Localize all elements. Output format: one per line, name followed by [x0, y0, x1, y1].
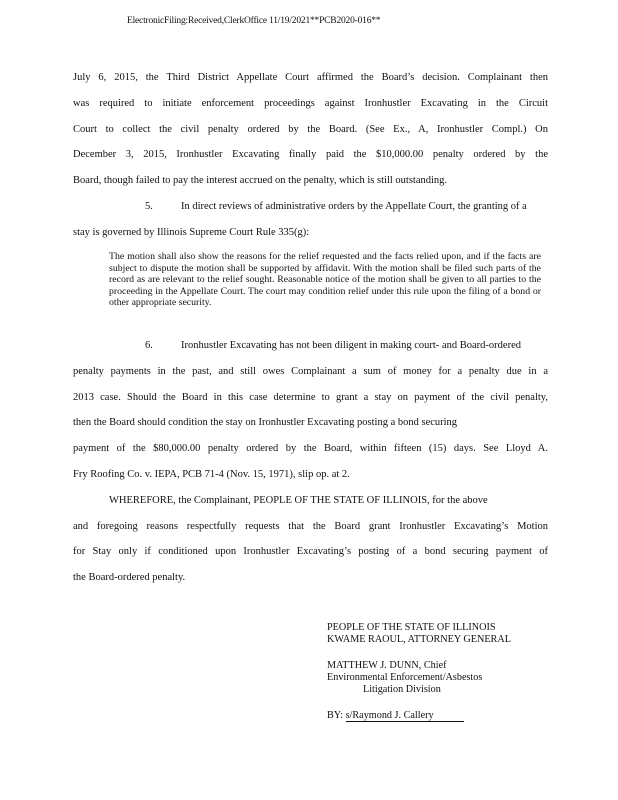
efiling-stamp: ElectronicFiling:Received,ClerkOffice 11/19/2021**PCB2020-016**: [127, 16, 381, 26]
signature-division-line-1: Environmental Enforcement/Asbestos: [327, 672, 483, 683]
para1-line-4: December 3, 2015, Ironhustler Excavating finally paid the $10,000.00 penalty ordered by the: [73, 149, 548, 161]
para6-number: 6.: [145, 340, 153, 351]
signature-block-party: [327, 622, 511, 646]
para6-line-2: penalty payments in the past, and still owes Complainant a sum of money for a penalty due in a: [73, 365, 548, 377]
para6-text: Ironhustler Excavating has not been diligent in making court- and Board-ordered: [181, 340, 521, 351]
wherefore-line-4: the Board-ordered penalty.: [73, 572, 186, 584]
para5-text: In direct reviews of administrative orders by the Appellate Court, the granting of a: [181, 200, 527, 212]
signature-chief: MATTHEW J. DUNN, Chief: [327, 660, 447, 671]
rule-quote-block: The motion shall also show the reasons for the relief requested and the facts relied upon, and if the facts are subject to dispute the motion shall be supported by affidavit. With the motion shall be filed such parts of the record as are relevant to the relief sought. Reasonable notice of the motion shall be given to all parties to the proceeding in the Appellate Court. The court may condition relief under this rule upon the filing of a bond or other appropriate security.: [109, 251, 541, 309]
para1-line-5: Board, though failed to pay the interest accrued on the penalty, which is still outstanding.: [73, 175, 448, 187]
signature-party: PEOPLE OF THE STATE OF ILLINOIS: [327, 622, 496, 633]
wherefore-line-3: for Stay only if conditioned upon Ironhustler Excavating’s posting of a bond securing payment of: [73, 546, 548, 558]
signature-division-line-2: Litigation Division: [363, 684, 441, 695]
para6-first-line: [73, 337, 548, 363]
wherefore-first-line: WHEREFORE, the Complainant, PEOPLE OF THE STATE OF ILLINOIS, for the above: [109, 494, 488, 506]
signature-by-label: BY:: [327, 710, 346, 721]
para5-second-line: stay is governed by Illinois Supreme Court Rule 335(g):: [73, 226, 310, 238]
para1-line-2: was required to initiate enforcement proceedings against Ironhustler Excavating in the Circuit: [73, 97, 548, 109]
signature-by-line: [327, 710, 464, 722]
document-body: [73, 69, 548, 250]
para1-line-1: July 6, 2015, the Third District Appellate Court affirmed the Board’s decision. Complainant then: [73, 72, 548, 83]
para5-first-line: [73, 198, 548, 224]
para1-line-3: Court to collect the civil penalty ordered by the Board. (See Ex., A, Ironhustler Compl.) On: [73, 123, 548, 135]
wherefore-line-2: and foregoing reasons respectfully requests that the Board grant Ironhustler Excavating’s Motion: [73, 520, 548, 532]
para6-line-5: payment of the $80,000.00 penalty ordered by the Board, within fifteen (15) days. See Lloyd A.: [73, 443, 548, 455]
document-body-continued: [73, 337, 548, 595]
para6-line-4: then the Board should condition the stay on Ironhustler Excavating posting a bond securing: [73, 417, 458, 429]
para6-line-3: 2013 case. Should the Board in this case determine to grant a stay on payment of the civil penalty,: [73, 391, 548, 403]
para6-line-6: Fry Roofing Co. v. IEPA, PCB 71-4 (Nov. 15, 1971), slip op. at 2.: [73, 468, 350, 480]
signature-attorney-general: KWAME RAOUL, ATTORNEY GENERAL: [327, 634, 511, 645]
signature-block-division: [327, 660, 482, 696]
para5-number: 5.: [145, 200, 153, 212]
signature-signer: s/Raymond J. Callery: [346, 710, 464, 722]
